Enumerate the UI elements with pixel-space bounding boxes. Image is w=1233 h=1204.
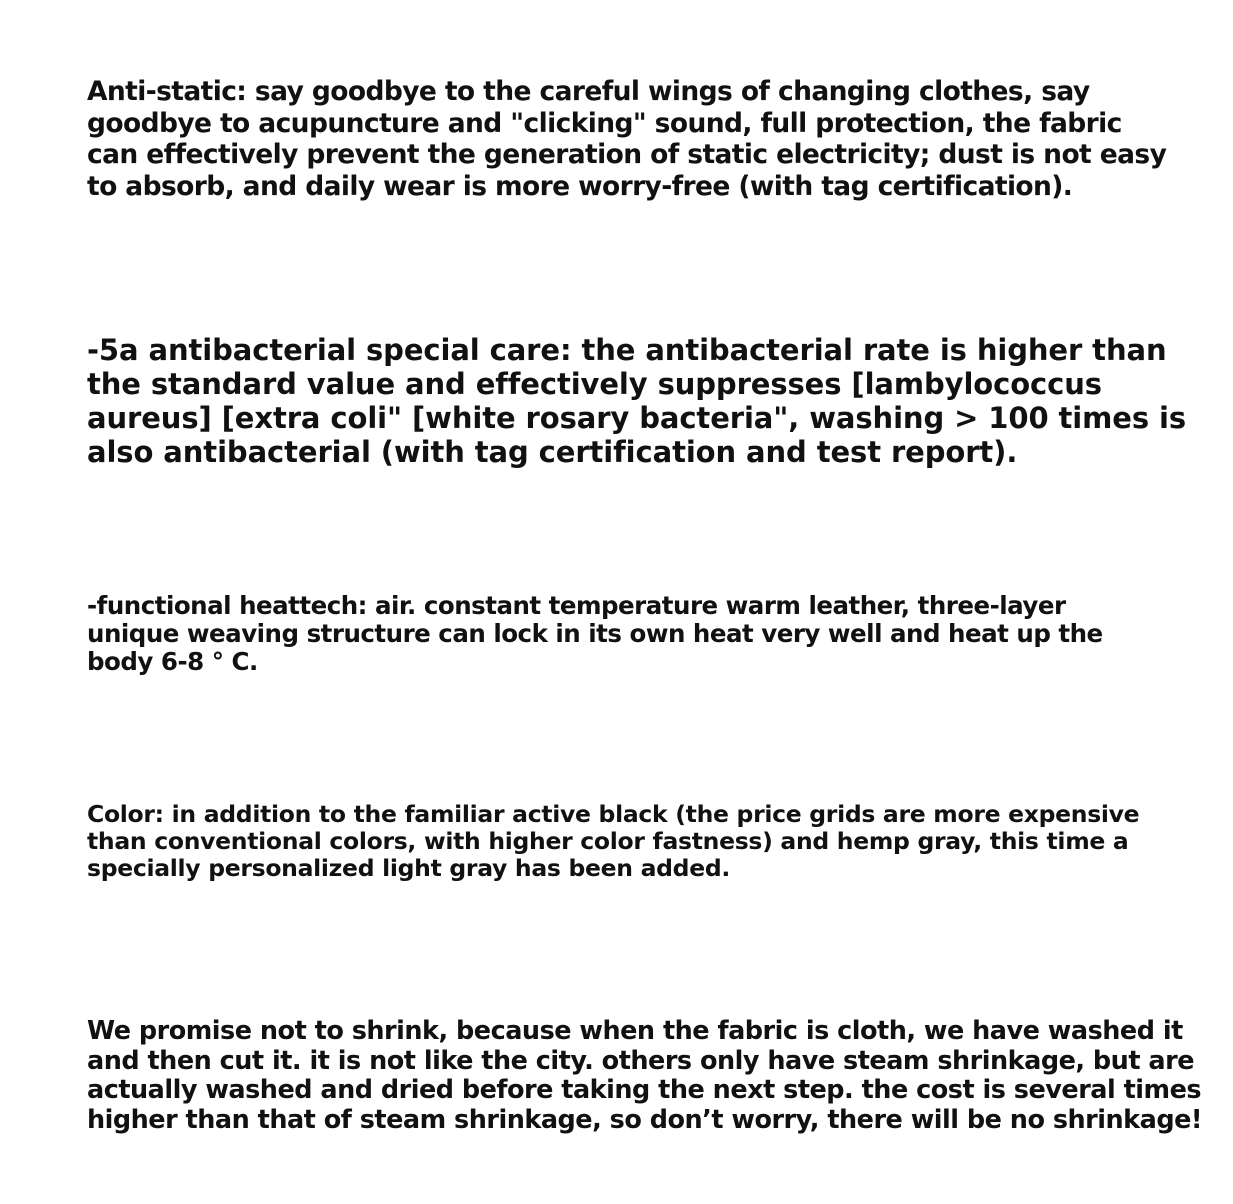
paragraph-line: the standard value and effectively suppresses [lambylococcus — [87, 367, 1102, 401]
paragraph-line: -5a antibacterial special care: the antibacterial rate is higher than — [87, 333, 1167, 367]
heattech-paragraph — [87, 592, 1103, 676]
paragraph-line: We promise not to shrink, because when the fabric is cloth, we have washed it — [87, 1016, 1183, 1046]
paragraph-line: Anti-static: say goodbye to the careful wings of changing clothes, say — [87, 76, 1090, 107]
anti-static-paragraph — [87, 76, 1166, 202]
paragraph-line: actually washed and dried before taking the next step. the cost is several times — [87, 1075, 1202, 1105]
paragraph-line: body 6-8 ° C. — [87, 647, 258, 676]
antibacterial-paragraph — [87, 333, 1186, 469]
paragraph-line: also antibacterial (with tag certification and test report). — [87, 435, 1018, 469]
paragraph-line: to absorb, and daily wear is more worry-free (with tag certification). — [87, 170, 1073, 202]
paragraph-line: specially personalized light gray has been added. — [87, 854, 730, 882]
paragraph-line: aureus] [extra coli" [white rosary bacteria", washing > 100 times is — [87, 401, 1186, 435]
paragraph-line: Color: in addition to the familiar active black (the price grids are more expensive — [87, 800, 1140, 828]
paragraph-line: and then cut it. it is not like the city. others only have steam shrinkage, but are — [87, 1045, 1194, 1076]
color-paragraph — [87, 801, 1139, 882]
paragraph-line: goodbye to acupuncture and "clicking" sound, full protection, the fabric — [87, 107, 1122, 139]
paragraph-line: -functional heattech: air. constant temperature warm leather, three-layer — [87, 591, 1066, 620]
no-shrink-paragraph — [87, 1017, 1202, 1135]
paragraph-line: can effectively prevent the generation of static electricity; dust is not easy — [87, 139, 1167, 170]
paragraph-line: higher than that of steam shrinkage, so don’t worry, there will be no shrinkage! — [87, 1104, 1202, 1135]
paragraph-line: than conventional colors, with higher color fastness) and hemp gray, this time a — [87, 827, 1129, 855]
paragraph-line: unique weaving structure can lock in its own heat very well and heat up the — [87, 619, 1103, 648]
